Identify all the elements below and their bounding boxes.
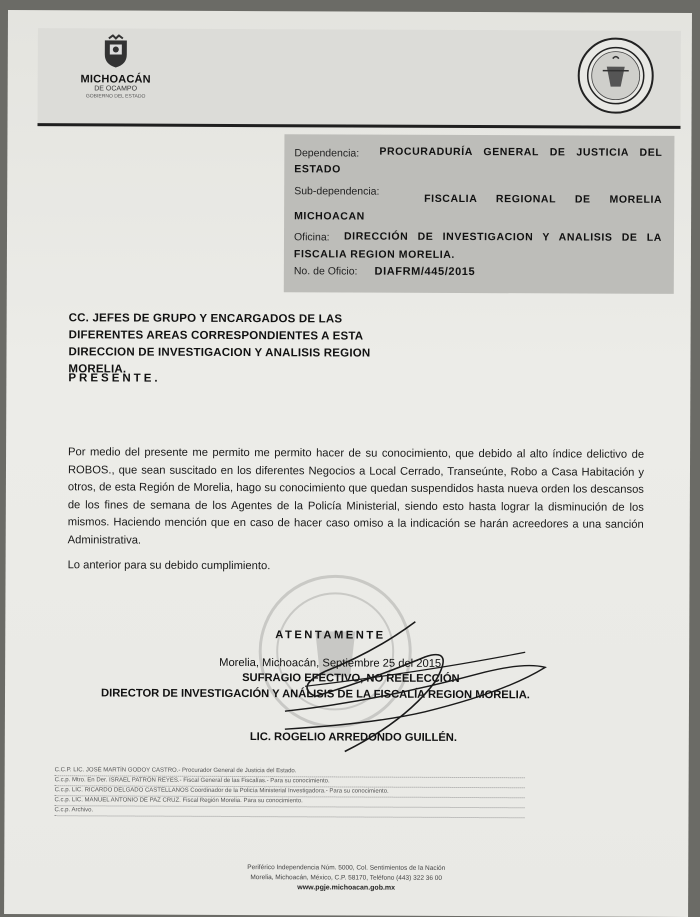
oficio-label: No. de Oficio: — [293, 265, 358, 278]
copy-line: C.c.p. LIC. MANUEL ANTONIO DE PAZ CRUZ. Fiscal Región Morelia. Para su conocimiento. — [55, 796, 525, 808]
oficina-value: DIRECCIÓN DE INVESTIGACION Y ANALISIS DE LA FISCALIA REGION MORELIA. — [293, 230, 663, 261]
signer-name: LIC. ROGELIO ARREDONDO GUILLÉN. — [249, 731, 458, 744]
atentamente: ATENTAMENTE — [275, 629, 386, 642]
footer-website: www.pgje.michoacan.gob.mx — [297, 884, 396, 892]
oficio-value: DIAFRM/445/2015 — [374, 265, 476, 279]
motto: SUFRAGIO EFECTIVO, NO REELECCIÓN — [242, 672, 460, 685]
dependencia-value: PROCURADURÍA GENERAL DE JUSTICIA DEL ESTADO — [294, 145, 663, 176]
addressee-block — [68, 310, 378, 379]
addressee-line: DIFERENTES AREAS CORRESPONDIENTES A ESTA — [68, 329, 364, 343]
place-date: Morelia, Michoacán, Septiembre 25 del 2015. — [219, 656, 445, 670]
copy-line: C.c.p. Mtro. En Der. ISRAEL PATRÓN REYES.- Fiscal General de las Fiscalías.- Para su conocimiento. — [55, 776, 525, 788]
letterhead — [37, 28, 680, 129]
oficina-label: Oficina: — [293, 231, 330, 244]
copy-line: C.c.p. Archivo. — [54, 806, 524, 818]
copy-line: C.C.P. LIC. JOSÉ MARTÍN GODOY CASTRO.- Procurador General de Justicia del Estado. — [55, 766, 525, 778]
logo-subtitle-2: GOBIERNO DEL ESTADO — [85, 93, 146, 100]
michoacan-logo — [76, 34, 156, 114]
presente: PRESENTE. — [68, 372, 161, 385]
footer-contact: Morelia, Michoacán, México, C.P. 58170, Teléfono (443) 322 36 00 — [250, 874, 443, 882]
coat-of-arms-icon — [101, 34, 131, 68]
addressee-line: DIRECCION DE INVESTIGACION Y ANALISIS REGION — [68, 346, 371, 360]
closing-line: Lo anterior para su debido cumplimiento. — [67, 559, 271, 573]
subdependencia-value: FISCALIA REGIONAL DE MORELIA MICHOACAN — [294, 192, 663, 223]
footer — [4, 862, 688, 895]
handwritten-signature — [225, 611, 606, 763]
document-page — [4, 10, 692, 917]
footer-address: Periférico Independencia Núm. 5000, Col. Sentimientos de la Nación — [247, 864, 446, 872]
addressee-line: MORELIA. — [68, 363, 127, 376]
body-paragraph: Por medio del presente me permito me permito hacer de su conocimiento, que debido al alto índice delictivo de ROBOS., que sean suscitado en los diferentes Negocios a Local Cerrado, Transeúnte, Robo a Casa Habitación y otros, de esta Región de Morelia, hago su conocimiento que quedan suspendidos hasta nueva orden los descansos de los fines de semana de los Agentes de la Policía Ministerial, siendo esto hasta lograr la disminución de los mismos. Haciendo mención que en caso de hacer caso omiso a la indicación se harán acreedores a una sanción Administrativa. — [67, 446, 645, 547]
procuraduria-seal-icon — [577, 36, 655, 114]
addressee-line: CC. JEFES DE GRUPO Y ENCARGADOS DE LAS — [68, 312, 343, 326]
dependencia-label: Dependencia: — [294, 147, 360, 160]
logo-subtitle: DE OCAMPO — [94, 85, 138, 93]
oficio-row — [294, 265, 475, 278]
logo-name: MICHOACÁN — [80, 73, 151, 86]
copy-line: C.c.p. LIC. RICARDO DELGADO CASTELLANOS Coordinador de la Policía Ministerial Investigadora.- Para su conocimiento. — [55, 786, 525, 798]
signer-title: DIRECTOR DE INVESTIGACIÓN Y ANÁLISIS DE LA FISCALÍA REGION MORELIA. — [100, 687, 530, 702]
copies-list — [54, 766, 524, 818]
subdependencia-label: Sub-dependencia: — [294, 185, 380, 198]
